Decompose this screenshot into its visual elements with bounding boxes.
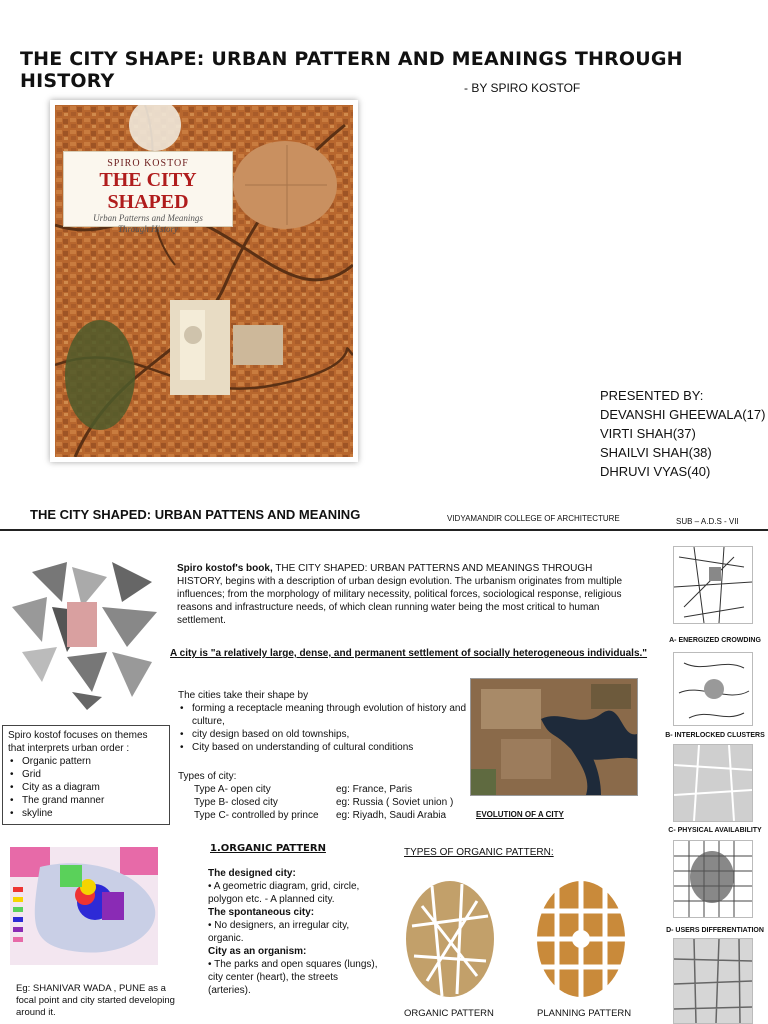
list-item: • city design based on old townships, bbox=[178, 728, 468, 741]
book-author: SPIRO KOSTOF bbox=[107, 158, 189, 169]
pune-map-image bbox=[10, 847, 158, 965]
organic-pattern-image bbox=[402, 876, 498, 1002]
types-organic-heading: TYPES OF ORGANIC PATTERN: bbox=[404, 847, 554, 858]
presenters-block bbox=[600, 386, 765, 481]
list-item: • skyline bbox=[8, 807, 164, 820]
organic-item-text: • A geometric diagram, grid, circle, polygon etc. - A planned city. bbox=[208, 881, 360, 905]
intro-lead: Spiro kostof's book, bbox=[177, 563, 273, 574]
thumbnail-grid-pattern bbox=[673, 938, 753, 1024]
presenter-name: DEVANSHI GHEEWALA(17) bbox=[600, 407, 766, 422]
presenter-name: DHRUVI VYAS(40) bbox=[600, 464, 711, 479]
organic-item-head: The designed city: bbox=[208, 868, 296, 879]
book-subtitle-2: Through History bbox=[118, 224, 178, 234]
book-cover-image bbox=[50, 100, 358, 462]
organic-item-head: City as an organism: bbox=[208, 946, 307, 957]
presenter-name: SHAILVI SHAH(38) bbox=[600, 445, 712, 460]
list-item: • forming a receptacle meaning through evolution of history and culture, bbox=[178, 702, 468, 728]
organic-item-text: • The parks and open squares (lungs), city center (heart), the streets (arteries). bbox=[208, 959, 378, 996]
thumbnail-caption: D- USERS DIFFERENTIATION bbox=[666, 927, 764, 934]
main-title: THE CITY SHAPE: URBAN PATTERN AND MEANINGS THROUGH HISTORY bbox=[20, 48, 683, 92]
list-item: • Grid bbox=[8, 768, 164, 781]
organic-body bbox=[208, 867, 383, 997]
list-item: • Organic pattern bbox=[8, 755, 164, 768]
thumbnail-physical-availability bbox=[673, 744, 753, 822]
themes-box bbox=[2, 725, 170, 825]
thumbnail-caption: B- INTERLOCKED CLUSTERS bbox=[665, 732, 765, 739]
slide-title: THE CITY SHAPED: URBAN PATTENS AND MEANING bbox=[30, 507, 361, 522]
planning-pattern-caption: PLANNING PATTERN bbox=[537, 1008, 632, 1019]
thumbnail-interlocked-clusters bbox=[673, 652, 753, 726]
college-name: VIDYAMANDIR COLLEGE OF ARCHITECTURE bbox=[447, 514, 620, 523]
book-title-label bbox=[63, 151, 233, 234]
themes-intro: Spiro kostof focuses on themes that interprets urban order : bbox=[8, 730, 148, 754]
shape-intro: The cities take their shape by bbox=[178, 690, 309, 701]
pune-caption: Eg: SHANIVAR WADA , PUNE as a focal point and city started developing around it. bbox=[16, 983, 175, 1018]
organic-item-head: The spontaneous city: bbox=[208, 907, 315, 918]
thumbnail-users-differentiation bbox=[673, 840, 753, 918]
city-shape-block bbox=[178, 689, 468, 754]
list-item: Type B- closed city eg: Russia ( Soviet union ) bbox=[194, 797, 454, 808]
thumbnail-caption: C- PHYSICAL AVAILABILITY bbox=[668, 827, 762, 834]
book-subtitle-1: Urban Patterns and Meanings bbox=[93, 213, 203, 223]
types-heading: Types of city: bbox=[178, 771, 237, 782]
presenters-heading: PRESENTED BY: bbox=[600, 388, 704, 403]
city-types-block bbox=[178, 770, 453, 822]
satellite-image bbox=[470, 678, 638, 796]
evolution-caption: EVOLUTION OF A CITY bbox=[476, 810, 564, 819]
organic-pattern-caption: ORGANIC PATTERN bbox=[404, 1008, 494, 1019]
subject-code: SUB – A.D.S - VII bbox=[676, 517, 739, 526]
intro-text: THE CITY SHAPED: URBAN PATTERNS AND MEANINGS THROUGH HISTORY, begins with a description of urban design evolution. The urbanism originates from multiple influences; from the morphology of military necessity, political forces, sociological response, religious reasons and infrastructure needs, of which clean running water being the most critical to human settlement. bbox=[177, 563, 623, 626]
thumbnail-caption: A- ENERGIZED CROWDING bbox=[669, 637, 761, 644]
byline: - BY SPIRO KOSTOF bbox=[464, 81, 581, 95]
list-item: • City as a diagram bbox=[8, 781, 164, 794]
planning-pattern-image bbox=[532, 876, 630, 1002]
organic-heading: 1.ORGANIC PATTERN bbox=[210, 843, 326, 854]
header-divider bbox=[0, 529, 768, 531]
list-item: Type A- open city eg: France, Paris bbox=[194, 784, 413, 795]
presenter-name: VIRTI SHAH(37) bbox=[600, 426, 696, 441]
list-item: Type C- controlled by prince eg: Riyadh, Saudi Arabia bbox=[194, 810, 447, 821]
book-title: THE CITY SHAPED bbox=[99, 169, 197, 213]
intro-paragraph bbox=[177, 562, 637, 627]
city-definition: A city is "a relatively large, dense, and permanent settlement of socially heterogeneous individuals." bbox=[170, 648, 648, 659]
organic-item-text: • No designers, an irregular city, organic. bbox=[208, 920, 350, 944]
thumbnail-energized-crowding bbox=[673, 546, 753, 624]
list-item: • City based on understanding of cultural conditions bbox=[178, 741, 468, 754]
collage-image bbox=[12, 562, 162, 710]
list-item: • The grand manner bbox=[8, 794, 164, 807]
